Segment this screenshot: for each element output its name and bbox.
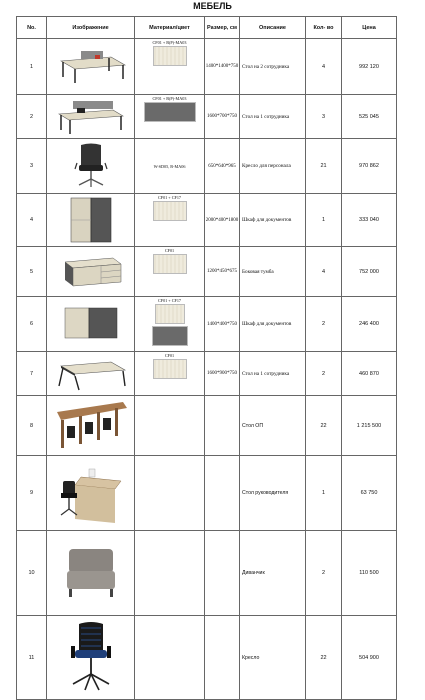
table-row xyxy=(17,247,397,297)
row-price: 970 862 xyxy=(342,139,397,194)
row-image xyxy=(47,194,135,247)
row-image xyxy=(47,139,135,194)
row-qty: 3 xyxy=(306,95,342,139)
row-size xyxy=(205,531,240,616)
swatch-light xyxy=(153,359,187,379)
row-price: 752 000 xyxy=(342,247,397,297)
row-material: CF01 + В(P)-MA03 xyxy=(135,39,205,95)
row-price: 992 120 xyxy=(342,39,397,95)
header-price: Цена xyxy=(342,17,397,39)
row-description: Шкаф для документов xyxy=(240,297,306,352)
row-size xyxy=(205,616,240,700)
swatch-dark xyxy=(152,326,188,346)
row-image xyxy=(47,39,135,95)
table-row xyxy=(17,531,397,616)
header-size: Размер, см xyxy=(205,17,240,39)
row-description: Стол на 2 сотрудника xyxy=(240,39,306,95)
row-material xyxy=(135,396,205,456)
row-image xyxy=(47,616,135,700)
row-price: 525 045 xyxy=(342,95,397,139)
row-price: 110 500 xyxy=(342,531,397,616)
row-material: CF01 + CF17 xyxy=(135,194,205,247)
page-title: МЕБЕЛЬ xyxy=(193,1,232,11)
row-num: 3 xyxy=(17,139,47,194)
mesh-chair-image xyxy=(51,620,131,696)
side-cabinet-image xyxy=(51,252,131,292)
row-num: 9 xyxy=(17,456,47,531)
row-material: W-SD05, B-MA06 xyxy=(135,139,205,194)
row-material xyxy=(135,616,205,700)
row-material: CF01 xyxy=(135,247,205,297)
row-num: 8 xyxy=(17,396,47,456)
row-size: 650*640*965 xyxy=(205,139,240,194)
row-size xyxy=(205,456,240,531)
row-description: Стол на 1 сотрудника xyxy=(240,95,306,139)
row-image xyxy=(47,352,135,396)
swatch-light xyxy=(153,254,187,274)
row-material: CF01 + В(P)-MA03 xyxy=(135,95,205,139)
row-num: 1 xyxy=(17,39,47,95)
row-image xyxy=(47,95,135,139)
row-qty: 2 xyxy=(306,531,342,616)
table-row xyxy=(17,616,397,700)
swatch-light xyxy=(155,304,185,324)
row-qty: 21 xyxy=(306,139,342,194)
swatch-light xyxy=(153,46,187,66)
office-chair-image xyxy=(51,141,131,191)
row-description: Диванчик xyxy=(240,531,306,616)
row-price: 333 040 xyxy=(342,194,397,247)
row-num: 7 xyxy=(17,352,47,396)
row-price: 1 215 500 xyxy=(342,396,397,456)
row-description: Стол руководителя xyxy=(240,456,306,531)
row-price: 460 870 xyxy=(342,352,397,396)
table-row xyxy=(17,139,397,194)
table-row xyxy=(17,95,397,139)
row-num: 11 xyxy=(17,616,47,700)
row-size: 1600*900*750 xyxy=(205,352,240,396)
row-size: 1200*450*675 xyxy=(205,247,240,297)
row-price: 63 750 xyxy=(342,456,397,531)
table-row xyxy=(17,396,397,456)
row-image xyxy=(47,297,135,352)
row-num: 4 xyxy=(17,194,47,247)
row-material xyxy=(135,456,205,531)
header-image: Изображение xyxy=(47,17,135,39)
row-qty: 4 xyxy=(306,247,342,297)
table-row xyxy=(17,194,397,247)
furniture-table xyxy=(16,16,397,700)
row-qty: 22 xyxy=(306,396,342,456)
swatch-dark xyxy=(144,102,196,122)
row-description: Боковая тумба xyxy=(240,247,306,297)
row-description: Стол ОП xyxy=(240,396,306,456)
executive-desk-image xyxy=(51,459,131,527)
row-size xyxy=(205,396,240,456)
row-qty: 4 xyxy=(306,39,342,95)
row-num: 10 xyxy=(17,531,47,616)
row-image xyxy=(47,456,135,531)
single-desk-image xyxy=(51,98,131,136)
low-cabinet-image xyxy=(51,302,131,346)
row-image xyxy=(47,396,135,456)
row-image xyxy=(47,531,135,616)
table-row xyxy=(17,352,397,396)
row-material: CF01 xyxy=(135,352,205,396)
row-qty: 22 xyxy=(306,616,342,700)
row-num: 5 xyxy=(17,247,47,297)
row-qty: 1 xyxy=(306,194,342,247)
row-material: CF01 + CF17 xyxy=(135,297,205,352)
row-size: 1600*700*750 xyxy=(205,95,240,139)
sofa-image xyxy=(51,541,131,605)
row-qty: 2 xyxy=(306,297,342,352)
header-num: No. xyxy=(17,17,47,39)
swatch-light xyxy=(153,201,187,221)
row-size: 2000*400*1800 xyxy=(205,194,240,247)
row-num: 6 xyxy=(17,297,47,352)
workstation-cluster-image xyxy=(51,398,131,454)
header-description: Описание xyxy=(240,17,306,39)
row-description: Кресло для персонала xyxy=(240,139,306,194)
row-image xyxy=(47,247,135,297)
header-material: Материал/цвет xyxy=(135,17,205,39)
table-row xyxy=(17,456,397,531)
row-description: Шкаф для документов xyxy=(240,194,306,247)
table-row xyxy=(17,39,397,95)
cabinet-image xyxy=(51,196,131,244)
table-row xyxy=(17,297,397,352)
row-price: 504 900 xyxy=(342,616,397,700)
row-qty: 2 xyxy=(306,352,342,396)
row-size: 1400*400*750 xyxy=(205,297,240,352)
manager-desk-image xyxy=(51,356,131,392)
row-qty: 1 xyxy=(306,456,342,531)
row-material xyxy=(135,531,205,616)
row-num: 2 xyxy=(17,95,47,139)
row-description: Кресло xyxy=(240,616,306,700)
row-description: Стол на 1 сотрудника xyxy=(240,352,306,396)
row-size: 1400*1400*750 xyxy=(205,39,240,95)
row-price: 246 400 xyxy=(342,297,397,352)
double-desk-image xyxy=(51,47,131,87)
table-header-row xyxy=(17,17,397,39)
header-qty: Кол- во xyxy=(306,17,342,39)
